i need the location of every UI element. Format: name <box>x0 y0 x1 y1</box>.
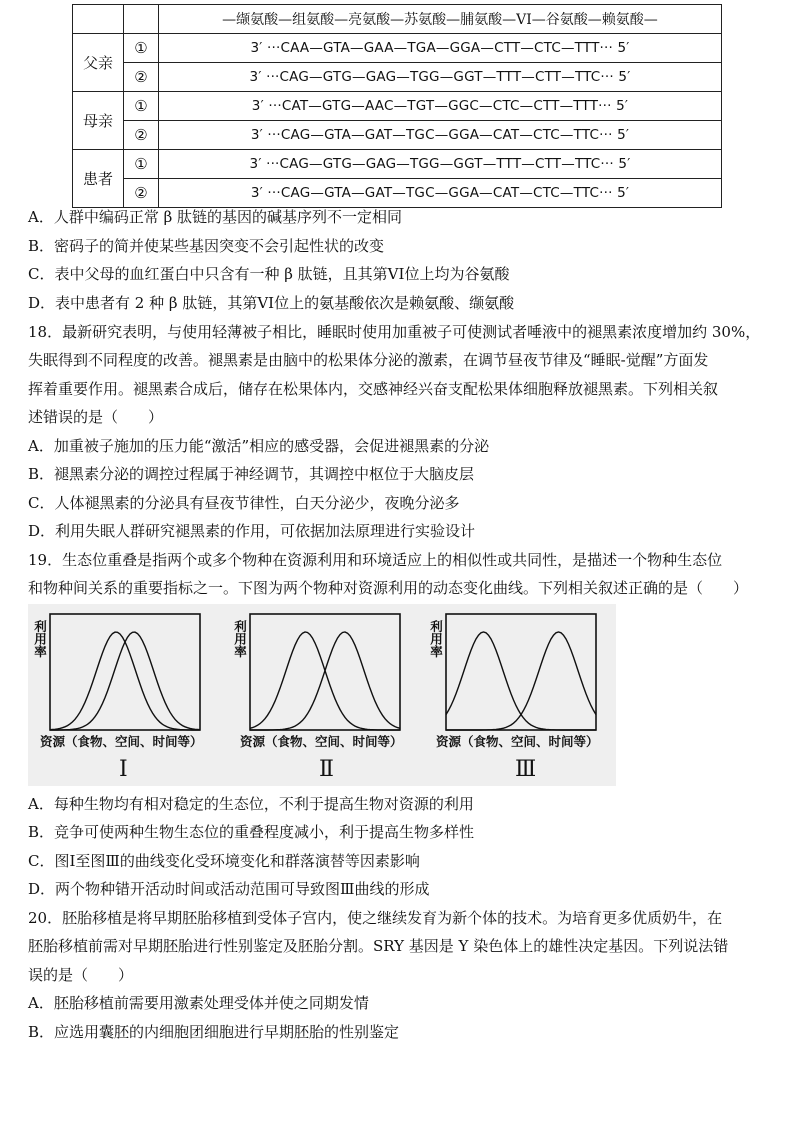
table-corner-cell <box>124 5 159 34</box>
strand-number: ② <box>124 121 159 150</box>
q19-stem-line: 和物种间关系的重要指标之一。下图为两个物种对资源利用的动态变化曲线。下列相关叙述正确的是（ ） <box>28 579 749 597</box>
person-label: 母亲 <box>73 92 124 150</box>
dna-sequence: 3′ ···CAG—GTA—GAT—TGC—GGA—CAT—CTC—TTC··· 5′ <box>159 121 722 150</box>
dna-sequence: 3′ ···CAG—GTA—GAT—TGC—GGA—CAT—CTC—TTC··· 5′ <box>159 179 722 208</box>
q18-stem-line: 18．最新研究表明，与使用轻薄被子相比，睡眠时使用加重被子可使测试者唾液中的褪黑素浓度增加约 30%， <box>28 323 761 341</box>
q17-option-d: D．表中患者有 2 种 β 肽链，其第VI位上的氨基酸依次是赖氨酸、缬氨酸 <box>28 294 515 312</box>
niche-overlap-figure <box>28 604 616 786</box>
dna-sequence: 3′ ···CAT—GTG—AAC—TGT—GGC—CTC—CTT—TTT··· 5′ <box>159 92 722 121</box>
gene-sequence-table <box>72 4 722 208</box>
table-row <box>73 92 722 121</box>
species-1-curve <box>50 632 200 730</box>
q18-option-b: B．褪黑素分泌的调控过程属于神经调节，其调控中枢位于大脑皮层 <box>28 465 475 483</box>
y-axis-label: 利用率 <box>32 620 48 658</box>
x-axis-label: 资源（食物、空间、时间等） <box>240 734 403 749</box>
q18-option-d: D．利用失眠人群研究褪黑素的作用，可依据加法原理进行实验设计 <box>28 522 476 540</box>
q18-stem-line: 挥着重要作用。褪黑素合成后，储存在松果体内，交感神经兴奋支配松果体细胞释放褪黑素。下列相关叙 <box>28 380 719 398</box>
q18-option-a: A．加重被子施加的压力能“激活”相应的感受器，会促进褪黑素的分泌 <box>28 437 490 455</box>
species-2-curve <box>446 632 596 730</box>
table-row <box>73 63 722 92</box>
table-row <box>73 121 722 150</box>
dna-sequence: 3′ ···CAG—GTG—GAG—TGG—GGT—TTT—CTT—TTC··· 5′ <box>159 63 722 92</box>
q19-stem-line: 19．生态位重叠是指两个或多个物种在资源利用和环境适应上的相似性或共同性，是描述一个物种生态位 <box>28 551 723 569</box>
strand-number: ① <box>124 92 159 121</box>
q19-option-a: A．每种生物均有相对稳定的生态位，不利于提高生物对资源的利用 <box>28 795 474 813</box>
amino-acid-sequence: —缬氨酸—组氨酸—亮氨酸—苏氨酸—脯氨酸—VI—谷氨酸—赖氨酸— <box>159 5 722 34</box>
q20-stem-line: 胚胎移植前需对早期胚胎进行性别鉴定及胚胎分割。SRY 基因是 Y 染色体上的雄性决定基因。下列说法错 <box>28 937 729 955</box>
species-2-curve <box>50 632 200 730</box>
q17-option-a: A．人群中编码正常 β 肽链的基因的碱基序列不一定相同 <box>28 208 403 226</box>
q18-stem-line: 失眠得到不同程度的改善。褪黑素是由脑中的松果体分泌的激素，在调节昼夜节律及“睡眠-觉醒”方面发 <box>28 351 709 369</box>
graph-frame <box>446 614 596 730</box>
panel-number: Ⅱ <box>319 757 334 782</box>
table-row <box>73 179 722 208</box>
amino-acid-row <box>73 5 722 34</box>
y-axis-label: 利用率 <box>428 620 444 658</box>
person-label: 父亲 <box>73 34 124 92</box>
q17-option-c: C．表中父母的血红蛋白中只含有一种 β 肽链，且其第VI位上均为谷氨酸 <box>28 265 510 283</box>
q19-option-b: B．竞争可使两种生物生态位的重叠程度减小，利于提高生物多样性 <box>28 823 475 841</box>
strand-number: ② <box>124 179 159 208</box>
species-1-curve <box>250 632 400 730</box>
dna-sequence: 3′ ···CAA—GTA—GAA—TGA—GGA—CTT—CTC—TTT··· 5′ <box>159 34 722 63</box>
x-axis-label: 资源（食物、空间、时间等） <box>40 734 203 749</box>
q18-option-c: C．人体褪黑素的分泌具有昼夜节律性，白天分泌少，夜晚分泌多 <box>28 494 460 512</box>
q17-option-b: B．密码子的简并使某些基因突变不会引起性状的改变 <box>28 237 385 255</box>
table-row <box>73 150 722 179</box>
q20-stem-line: 误的是（ ） <box>28 966 134 984</box>
q19-option-c: C．图Ⅰ至图Ⅲ的曲线变化受环境变化和群落演替等因素影响 <box>28 852 420 870</box>
q20-stem-line: 20．胚胎移植是将早期胚胎移植到受体子宫内，使之继续发育为新个体的技术。为培育更多优质奶牛，在 <box>28 909 723 927</box>
q20-option-b: B．应选用囊胚的内细胞团细胞进行早期胚胎的性别鉴定 <box>28 1023 400 1041</box>
strand-number: ② <box>124 63 159 92</box>
niche-overlap-graphs <box>28 604 616 786</box>
person-label: 患者 <box>73 150 124 208</box>
y-axis-label: 利用率 <box>232 620 248 658</box>
q18-stem-line: 述错误的是（ ） <box>28 408 164 426</box>
q20-option-a: A．胚胎移植前需要用激素处理受体并使之同期发情 <box>28 994 369 1012</box>
panel-number: Ⅲ <box>515 757 537 782</box>
panel-number: Ⅰ <box>119 757 128 782</box>
table-row <box>73 34 722 63</box>
x-axis-label: 资源（食物、空间、时间等） <box>436 734 599 749</box>
strand-number: ① <box>124 34 159 63</box>
species-2-curve <box>250 632 400 730</box>
table-corner-cell <box>73 5 124 34</box>
q19-option-d: D．两个物种错开活动时间或活动范围可导致图Ⅲ曲线的形成 <box>28 880 430 898</box>
strand-number: ① <box>124 150 159 179</box>
graph-frame <box>50 614 200 730</box>
dna-sequence: 3′ ···CAG—GTG—GAG—TGG—GGT—TTT—CTT—TTC··· 5′ <box>159 150 722 179</box>
